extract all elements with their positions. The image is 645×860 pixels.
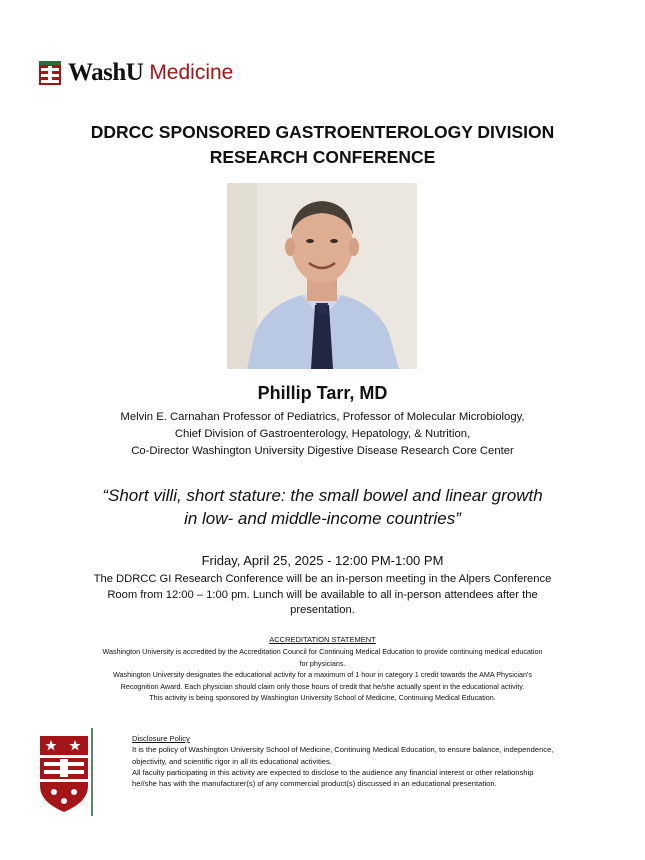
crest-icon xyxy=(38,728,94,816)
page-title xyxy=(0,120,645,170)
affiliation-line: Chief Division of Gastroenterology, Hepatology, & Nutrition, xyxy=(174,428,471,440)
disclosure-policy xyxy=(132,733,622,789)
affiliation-line: Co-Director Washington University Digestive Disease Research Core Center xyxy=(131,445,514,457)
speaker-name: Phillip Tarr, MD xyxy=(257,383,388,403)
accreditation-line: Washington University designates the educational activity for a maximum of 1 hour in category 1 credit towards the AMA Physician's xyxy=(113,670,532,679)
speaker-affiliations xyxy=(0,409,645,460)
accreditation-statement xyxy=(70,646,575,704)
washu-shield-icon xyxy=(38,60,62,86)
disclosure-line: objectivity, and scientific rigor in all its educational activities. xyxy=(132,756,332,766)
accreditation-title: ACCREDITATION STATEMENT xyxy=(269,635,376,644)
disclosure-line: All faculty participating in this activity are expected to disclose to the audience any financial interest or other relationship xyxy=(132,767,534,777)
affiliation-line: Melvin E. Carnahan Professor of Pediatrics, Professor of Molecular Microbiology, xyxy=(120,411,525,423)
talk-title-line-1: “Short villi, short stature: the small bowel and linear growth xyxy=(102,486,543,505)
accreditation-line: This activity is being sponsored by Washington University School of Medicine, Continuing Medical Education. xyxy=(149,693,496,702)
speaker-portrait-icon xyxy=(227,183,417,369)
accreditation-line: Washington University is accredited by the Accreditation Council for Continuing Medical Education to provide continuing medical education xyxy=(102,647,543,656)
title-line-1: DDRCC SPONSORED GASTROENTEROLOGY DIVISION xyxy=(90,122,555,142)
talk-title-line-2: in low- and middle-income countries” xyxy=(184,509,461,528)
event-description: The DDRCC GI Research Conference will be an in-person meeting in the Alpers Conference Room from 12:00 – 1:00 pm. Lunch will be available to all in-person attendees after the presentation. xyxy=(93,573,552,616)
logo-wordmark: WashU xyxy=(68,59,144,86)
title-line-2: RESEARCH CONFERENCE xyxy=(209,147,436,167)
event-datetime: Friday, April 25, 2025 - 12:00 PM-1:00 PM xyxy=(201,553,444,568)
talk-title xyxy=(0,484,645,530)
disclosure-title: Disclosure Policy xyxy=(132,734,190,743)
speaker-photo xyxy=(227,183,417,369)
accreditation-line: for physicians. xyxy=(299,658,346,668)
disclosure-line: It is the policy of Washington University School of Medicine, Continuing Medical Education, to ensure balance, independence, xyxy=(132,745,554,755)
washu-medicine-logo xyxy=(38,58,233,88)
washu-crest xyxy=(38,728,94,816)
logo-subtitle: Medicine xyxy=(149,61,234,84)
disclosure-line: he//she has with the manufacturer(s) of any commercial product(s) discussed in an educational presentation. xyxy=(132,779,497,789)
accreditation-line: Recognition Award. Each physician should claim only those hours of credit that he/she actually spent in the educational activity. xyxy=(120,681,525,691)
